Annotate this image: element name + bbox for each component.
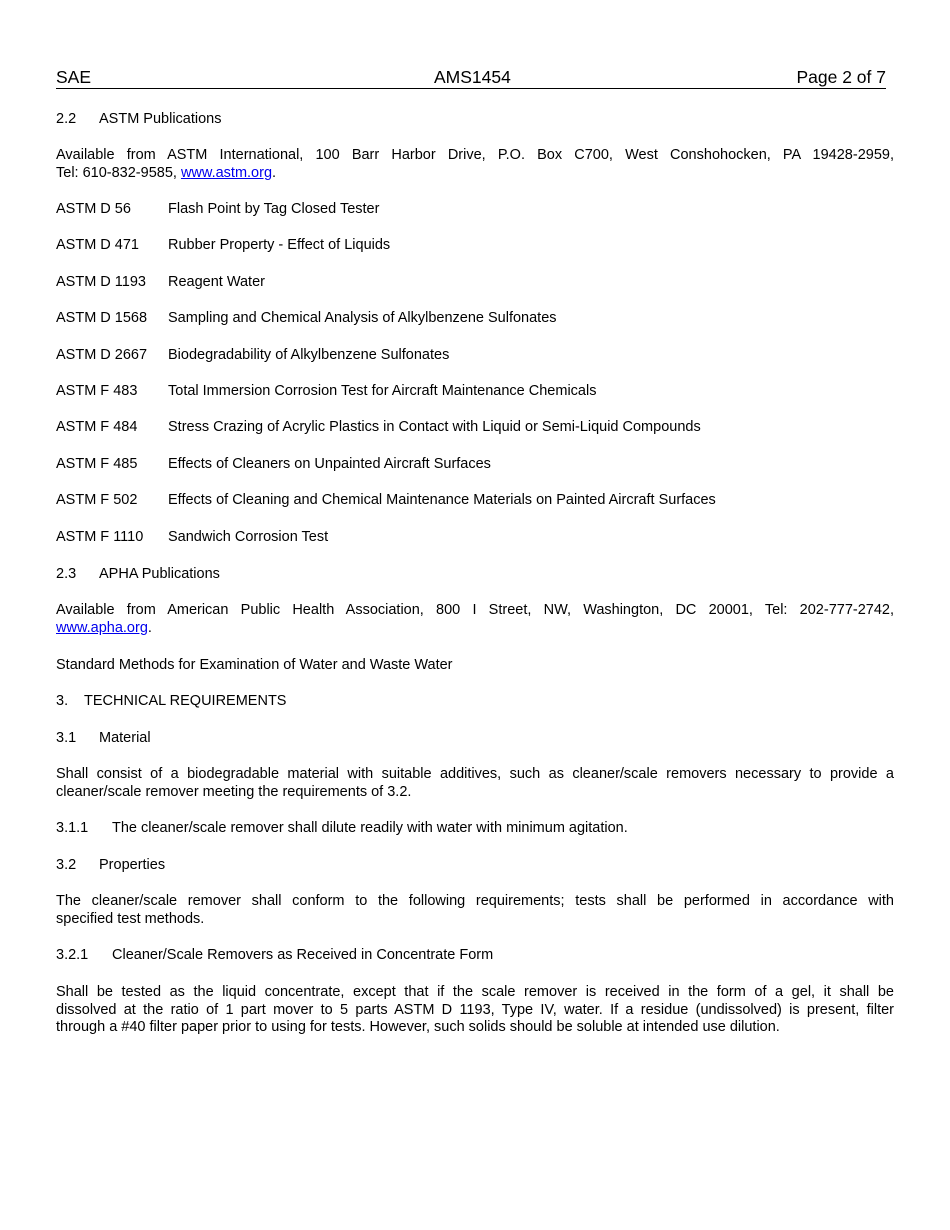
paragraph-line: Available from American Public Health Association, 800 I Street, NW, Washington, DC 20001, Tel: 202-777-2742, [56,602,894,618]
paragraph-line [56,620,894,638]
section-number: 2.3 [56,566,77,582]
section-title: ASTM Publications [99,111,222,127]
reference-code: ASTM D 1568 [56,310,148,327]
section-number: 3. [56,693,69,709]
reference-title: Total Immersion Corrosion Test for Aircraft Maintenance Chemicals [168,382,597,399]
reference-row [56,274,894,310]
reference-code: ASTM F 485 [56,455,138,472]
reference-row [56,347,894,383]
concentrate-paragraph [56,984,894,1037]
reference-code: ASTM D 1193 [56,273,146,290]
astm-website-link[interactable]: www.astm.org [180,164,273,181]
reference-code: ASTM D 2667 [56,346,148,363]
reference-row [56,310,894,346]
reference-code: ASTM F 484 [56,419,138,436]
apha-availability-paragraph [56,602,894,637]
period-text: . [147,619,152,636]
section-title: TECHNICAL REQUIREMENTS [84,693,287,709]
phone-text: Tel: 610-832-9585, [56,164,181,181]
header-doc-number: AMS1454 [434,67,511,87]
reference-code: ASTM D 471 [56,237,139,254]
section-number: 3.1 [56,730,77,746]
section-3-2-1-heading [56,947,894,965]
section-number: 3.2 [56,857,77,873]
section-title: APHA Publications [99,566,220,582]
paragraph-line [56,165,894,183]
reference-row [56,492,894,528]
reference-row [56,237,894,273]
header-org: SAE [56,67,92,87]
reference-code: ASTM F 1110 [56,528,144,545]
reference-title: Flash Point by Tag Closed Tester [168,201,380,217]
section-2-3-heading [56,566,894,584]
reference-title: Effects of Cleaning and Chemical Maintenance Materials on Painted Aircraft Surfaces [168,492,716,509]
paragraph-line: Shall be tested as the liquid concentrate, except that if the scale remover is received in the form of a gel, it shall be [56,984,894,1000]
reference-code: ASTM F 483 [56,382,138,399]
paragraph-line: cleaner/scale remover meeting the requirements of 3.2. [56,783,412,800]
properties-paragraph [56,893,894,928]
paragraph-line: The cleaner/scale remover shall conform to the following requirements; tests shall be performed in accordance with [56,893,894,909]
section-title: Material [99,730,151,746]
header-page-number: Page 2 of 7 [796,67,886,87]
section-title: Properties [99,857,166,873]
reference-row [56,529,894,565]
reference-title: Reagent Water [168,273,265,290]
reference-title: Biodegradability of Alkylbenzene Sulfonates [168,346,450,363]
paragraph-line: Shall consist of a biodegradable material with suitable additives, such as cleaner/scale removers necessary to provide a [56,766,894,782]
apha-standard-title: Standard Methods for Examination of Water and Waste Water [56,657,453,673]
section-title: Cleaner/Scale Removers as Received in Concentrate Form [112,947,494,963]
astm-reference-list [56,201,894,565]
reference-row [56,456,894,492]
section-number: 2.2 [56,111,77,127]
reference-row [56,383,894,419]
section-2-2-heading [56,111,894,129]
period-text: . [272,164,277,181]
reference-title: Stress Crazing of Acrylic Plastics in Contact with Liquid or Semi-Liquid Compounds [168,419,701,436]
section-number: 3.2.1 [56,947,89,963]
section-3-heading [56,693,894,711]
section-3-1-heading [56,730,894,748]
paragraph-line: through a #40 filter paper prior to using for tests. However, such solids should be soluble at intended use dilution. [56,1019,780,1035]
paragraph-line: specified test methods. [56,910,205,927]
reference-title: Rubber Property - Effect of Liquids [168,237,391,254]
section-3-1-1 [56,820,894,838]
reference-row [56,419,894,455]
apha-website-link[interactable]: www.apha.org [56,619,148,636]
material-paragraph [56,766,894,801]
reference-code: ASTM F 502 [56,492,138,509]
paragraph-line: Available from ASTM International, 100 Barr Harbor Drive, P.O. Box C700, West Conshohocken, PA 19428-2959, [56,147,894,163]
paragraph-line: dissolved at the ratio of 1 part mover to 5 parts ASTM D 1193, Type IV, water. If a residue (undissolved) is present, filter [56,1001,894,1018]
astm-availability-paragraph [56,147,894,182]
reference-row [56,201,894,237]
reference-code: ASTM D 56 [56,201,131,217]
section-text: The cleaner/scale remover shall dilute readily with water with minimum agitation. [112,820,628,836]
reference-title: Sampling and Chemical Analysis of Alkylbenzene Sulfonates [168,310,557,327]
page-header [56,67,886,89]
reference-title: Effects of Cleaners on Unpainted Aircraft Surfaces [168,455,491,472]
section-number: 3.1.1 [56,820,89,836]
section-3-2-heading [56,857,894,875]
reference-title: Sandwich Corrosion Test [168,528,329,545]
